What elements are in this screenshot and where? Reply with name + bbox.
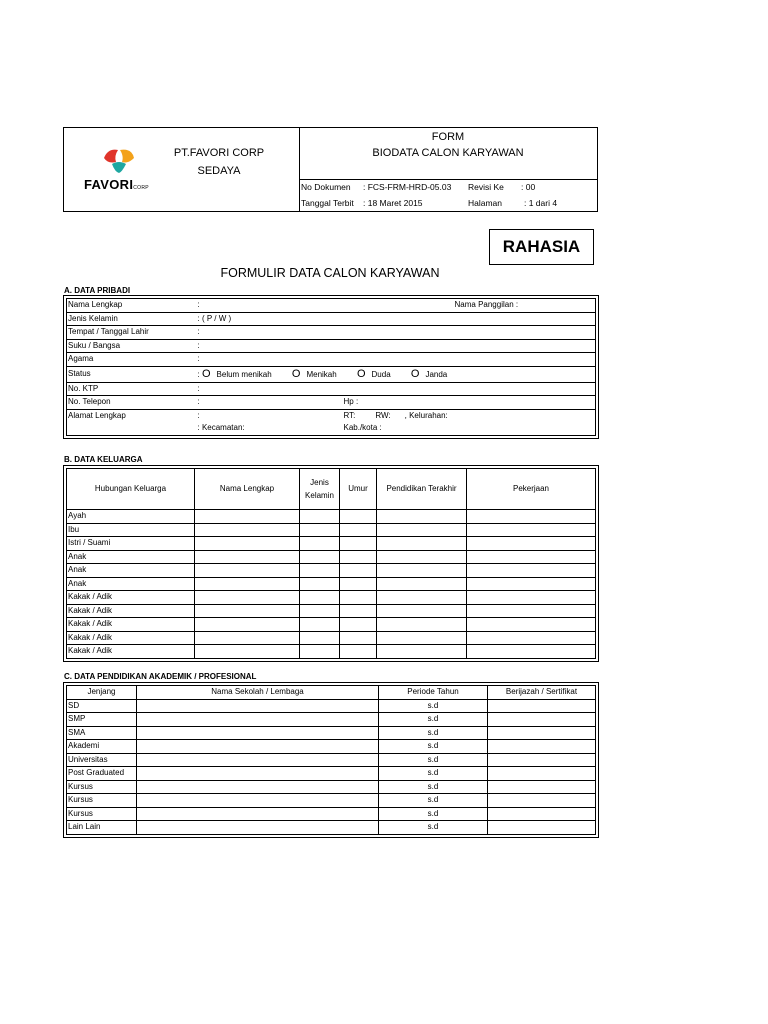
row-telepon bbox=[67, 396, 596, 410]
pendidikan-periode-cell[interactable]: s.d bbox=[379, 740, 488, 754]
field-suku[interactable]: : bbox=[197, 339, 596, 353]
pendidikan-periode-cell[interactable]: s.d bbox=[379, 780, 488, 794]
pendidikan-ijazah-cell[interactable] bbox=[488, 794, 596, 808]
keluarga-pekerjaan-cell[interactable] bbox=[467, 510, 596, 524]
label-alamat: Alamat Lengkap bbox=[67, 409, 197, 422]
status-menikah-label: Menikah bbox=[306, 369, 337, 379]
pendidikan-sekolah-cell[interactable] bbox=[137, 740, 379, 754]
keluarga-nama-cell[interactable] bbox=[195, 631, 300, 645]
field-nama-panggilan[interactable]: Nama Panggilan : bbox=[478, 299, 596, 313]
keluarga-hubungan-cell: Kakak / Adik bbox=[67, 645, 195, 659]
keluarga-header-row bbox=[67, 469, 596, 510]
company-block bbox=[64, 128, 300, 211]
keluarga-pekerjaan-cell[interactable] bbox=[467, 523, 596, 537]
keluarga-row bbox=[67, 645, 596, 659]
company-branch: SEDAYA bbox=[197, 165, 241, 177]
keluarga-umur-cell[interactable] bbox=[340, 631, 377, 645]
field-nama-lengkap[interactable]: : bbox=[197, 299, 343, 313]
logo-wordmark: FAVORICORP bbox=[84, 177, 149, 192]
pendidikan-ijazah-cell[interactable] bbox=[488, 807, 596, 821]
keluarga-hubungan-cell: Istri / Suami bbox=[67, 537, 195, 551]
data-pendidikan-table bbox=[63, 682, 599, 838]
row-kecamatan bbox=[67, 422, 596, 435]
data-pribadi-table bbox=[63, 295, 599, 439]
keluarga-hubungan-cell: Ibu bbox=[67, 523, 195, 537]
col-hubungan: Hubungan Keluarga bbox=[67, 469, 195, 510]
form-title: BIODATA CALON KARYAWAN bbox=[372, 147, 524, 159]
status-janda-radio[interactable]: O bbox=[410, 367, 420, 380]
pendidikan-ijazah-cell[interactable] bbox=[488, 821, 596, 835]
keluarga-umur-cell[interactable] bbox=[340, 523, 377, 537]
pendidikan-row bbox=[67, 740, 596, 754]
document-title: FORMULIR DATA CALON KARYAWAN bbox=[220, 266, 440, 280]
keluarga-hubungan-cell: Kakak / Adik bbox=[67, 604, 195, 618]
pendidikan-ijazah-cell[interactable] bbox=[488, 713, 596, 727]
col-pekerjaan: Pekerjaan bbox=[467, 469, 596, 510]
keluarga-hubungan-cell: Anak bbox=[67, 550, 195, 564]
keluarga-umur-cell[interactable] bbox=[340, 591, 377, 605]
pendidikan-periode-cell[interactable]: s.d bbox=[379, 726, 488, 740]
label-ktp: No. KTP bbox=[67, 382, 197, 396]
pendidikan-ijazah-cell[interactable] bbox=[488, 726, 596, 740]
label-jenis-kelamin: Jenis Kelamin bbox=[67, 312, 197, 326]
pendidikan-jenjang-cell: Akademi bbox=[67, 740, 137, 754]
keluarga-pendidikan-cell[interactable] bbox=[377, 645, 467, 659]
keluarga-pendidikan-cell[interactable] bbox=[377, 577, 467, 591]
halaman-label: Halaman bbox=[468, 198, 503, 208]
pendidikan-row bbox=[67, 821, 596, 835]
keluarga-nama-cell[interactable] bbox=[195, 550, 300, 564]
keluarga-pekerjaan-cell[interactable] bbox=[467, 604, 596, 618]
keluarga-pekerjaan-cell[interactable] bbox=[467, 564, 596, 578]
field-kecamatan[interactable]: : Kecamatan: bbox=[197, 422, 343, 435]
keluarga-hubungan-cell: Ayah bbox=[67, 510, 195, 524]
tanggal-value: : 18 Maret 2015 bbox=[363, 198, 423, 208]
section-a-title: A. DATA PRIBADI bbox=[64, 286, 131, 295]
section-b-title: B. DATA KELUARGA bbox=[64, 455, 143, 464]
keluarga-pendidikan-cell[interactable] bbox=[377, 631, 467, 645]
pendidikan-periode-cell[interactable]: s.d bbox=[379, 753, 488, 767]
keluarga-jenis-kelamin-cell[interactable] bbox=[300, 645, 340, 659]
keluarga-row bbox=[67, 618, 596, 632]
pendidikan-jenjang-cell: SD bbox=[67, 699, 137, 713]
status-duda-radio[interactable]: O bbox=[356, 367, 366, 380]
field-alamat[interactable]: : bbox=[197, 409, 343, 422]
pendidikan-periode-cell[interactable]: s.d bbox=[379, 794, 488, 808]
pendidikan-header-row bbox=[67, 686, 596, 700]
row-alamat bbox=[67, 409, 596, 422]
keluarga-pekerjaan-cell[interactable] bbox=[467, 645, 596, 659]
col-nama-lengkap: Nama Lengkap bbox=[195, 469, 300, 510]
pendidikan-sekolah-cell[interactable] bbox=[137, 753, 379, 767]
row-nama-lengkap bbox=[67, 299, 596, 313]
keluarga-umur-cell[interactable] bbox=[340, 550, 377, 564]
halaman-value: : 1 dari 4 bbox=[524, 198, 558, 208]
field-status: : O Belum menikah O Menikah O Duda O Janda bbox=[197, 366, 596, 382]
pendidikan-sekolah-cell[interactable] bbox=[137, 726, 379, 740]
no-dokumen-label: No Dokumen bbox=[301, 182, 351, 192]
pendidikan-sekolah-cell[interactable] bbox=[137, 794, 379, 808]
no-dokumen-value: : FCS-FRM-HRD-05.03 bbox=[363, 182, 452, 192]
keluarga-pendidikan-cell[interactable] bbox=[377, 537, 467, 551]
keluarga-pekerjaan-cell[interactable] bbox=[467, 550, 596, 564]
keluarga-row bbox=[67, 577, 596, 591]
pendidikan-jenjang-cell: Kursus bbox=[67, 807, 137, 821]
keluarga-pekerjaan-cell[interactable] bbox=[467, 591, 596, 605]
pendidikan-sekolah-cell[interactable] bbox=[137, 821, 379, 835]
pendidikan-ijazah-cell[interactable] bbox=[488, 780, 596, 794]
keluarga-jenis-kelamin-cell[interactable] bbox=[300, 550, 340, 564]
pendidikan-jenjang-cell: Kursus bbox=[67, 780, 137, 794]
col-jenis-kelamin: Jenis Kelamin bbox=[300, 469, 340, 510]
keluarga-nama-cell[interactable] bbox=[195, 645, 300, 659]
col-jenjang: Jenjang bbox=[67, 686, 137, 700]
pendidikan-ijazah-cell[interactable] bbox=[488, 699, 596, 713]
row-agama bbox=[67, 353, 596, 367]
keluarga-pekerjaan-cell[interactable] bbox=[467, 618, 596, 632]
col-umur: Umur bbox=[340, 469, 377, 510]
pendidikan-row bbox=[67, 780, 596, 794]
col-periode: Periode Tahun bbox=[379, 686, 488, 700]
revisi-value: : 00 bbox=[521, 182, 536, 192]
keluarga-row bbox=[67, 537, 596, 551]
keluarga-pendidikan-cell[interactable] bbox=[377, 604, 467, 618]
keluarga-jenis-kelamin-cell[interactable] bbox=[300, 510, 340, 524]
pendidikan-periode-cell[interactable]: s.d bbox=[379, 821, 488, 835]
favori-logo-icon bbox=[102, 146, 136, 174]
label-telepon: No. Telepon bbox=[67, 396, 197, 410]
pendidikan-sekolah-cell[interactable] bbox=[137, 713, 379, 727]
keluarga-umur-cell[interactable] bbox=[340, 604, 377, 618]
keluarga-jenis-kelamin-cell[interactable] bbox=[300, 631, 340, 645]
form-label: FORM bbox=[431, 131, 465, 143]
label-nama-lengkap: Nama Lengkap bbox=[67, 299, 197, 313]
keluarga-nama-cell[interactable] bbox=[195, 618, 300, 632]
keluarga-jenis-kelamin-cell[interactable] bbox=[300, 564, 340, 578]
pendidikan-sekolah-cell[interactable] bbox=[137, 780, 379, 794]
pendidikan-row bbox=[67, 767, 596, 781]
section-c-title: C. DATA PENDIDIKAN AKADEMIK / PROFESIONAL bbox=[64, 672, 257, 681]
revisi-label: Revisi Ke bbox=[468, 182, 504, 192]
keluarga-jenis-kelamin-cell[interactable] bbox=[300, 537, 340, 551]
keluarga-row bbox=[67, 631, 596, 645]
keluarga-umur-cell[interactable] bbox=[340, 510, 377, 524]
pendidikan-row bbox=[67, 699, 596, 713]
keluarga-row bbox=[67, 604, 596, 618]
keluarga-nama-cell[interactable] bbox=[195, 604, 300, 618]
keluarga-row bbox=[67, 550, 596, 564]
keluarga-nama-cell[interactable] bbox=[195, 523, 300, 537]
spacer bbox=[67, 422, 197, 435]
keluarga-pekerjaan-cell[interactable] bbox=[467, 537, 596, 551]
pendidikan-ijazah-cell[interactable] bbox=[488, 753, 596, 767]
keluarga-pendidikan-cell[interactable] bbox=[377, 564, 467, 578]
field-rt-rw-kelurahan[interactable]: RT: RW: , Kelurahan: bbox=[343, 409, 596, 422]
pendidikan-periode-cell[interactable]: s.d bbox=[379, 699, 488, 713]
keluarga-jenis-kelamin-cell[interactable] bbox=[300, 591, 340, 605]
pendidikan-jenjang-cell: Lain Lain bbox=[67, 821, 137, 835]
pendidikan-jenjang-cell: Kursus bbox=[67, 794, 137, 808]
col-pendidikan: Pendidikan Terakhir bbox=[377, 469, 467, 510]
pendidikan-jenjang-cell: SMP bbox=[67, 713, 137, 727]
label-tempat-tanggal: Tempat / Tanggal Lahir bbox=[67, 326, 197, 340]
keluarga-row bbox=[67, 523, 596, 537]
keluarga-hubungan-cell: Anak bbox=[67, 577, 195, 591]
data-keluarga-table bbox=[63, 465, 599, 662]
status-menikah-radio[interactable]: O bbox=[291, 367, 301, 380]
keluarga-pekerjaan-cell[interactable] bbox=[467, 577, 596, 591]
pendidikan-row bbox=[67, 713, 596, 727]
keluarga-pendidikan-cell[interactable] bbox=[377, 550, 467, 564]
keluarga-hubungan-cell: Kakak / Adik bbox=[67, 591, 195, 605]
field-ktp[interactable]: : bbox=[197, 382, 596, 396]
label-suku: Suku / Bangsa bbox=[67, 339, 197, 353]
pendidikan-periode-cell[interactable]: s.d bbox=[379, 713, 488, 727]
row-ktp bbox=[67, 382, 596, 396]
keluarga-nama-cell[interactable] bbox=[195, 564, 300, 578]
confidential-badge: RAHASIA bbox=[489, 229, 594, 265]
keluarga-pendidikan-cell[interactable] bbox=[377, 591, 467, 605]
field-jenis-kelamin[interactable]: : ( P / W ) bbox=[197, 312, 596, 326]
col-ijazah: Berijazah / Sertifikat bbox=[488, 686, 596, 700]
pendidikan-row bbox=[67, 807, 596, 821]
pendidikan-periode-cell[interactable]: s.d bbox=[379, 807, 488, 821]
pendidikan-jenjang-cell: SMA bbox=[67, 726, 137, 740]
keluarga-umur-cell[interactable] bbox=[340, 645, 377, 659]
field-tempat-tanggal[interactable]: : bbox=[197, 326, 596, 340]
pendidikan-ijazah-cell[interactable] bbox=[488, 740, 596, 754]
row-suku bbox=[67, 339, 596, 353]
pendidikan-jenjang-cell: Post Graduated bbox=[67, 767, 137, 781]
status-janda-label: Janda bbox=[425, 369, 448, 379]
keluarga-row bbox=[67, 510, 596, 524]
pendidikan-jenjang-cell: Universitas bbox=[67, 753, 137, 767]
row-status bbox=[67, 366, 596, 382]
field-hp[interactable]: Hp : bbox=[343, 396, 596, 410]
company-name: PT.FAVORI CORP bbox=[173, 147, 265, 159]
keluarga-nama-cell[interactable] bbox=[195, 577, 300, 591]
keluarga-umur-cell[interactable] bbox=[340, 577, 377, 591]
pendidikan-sekolah-cell[interactable] bbox=[137, 699, 379, 713]
keluarga-umur-cell[interactable] bbox=[340, 564, 377, 578]
pendidikan-row bbox=[67, 753, 596, 767]
keluarga-jenis-kelamin-cell[interactable] bbox=[300, 604, 340, 618]
label-agama: Agama bbox=[67, 353, 197, 367]
keluarga-hubungan-cell: Kakak / Adik bbox=[67, 631, 195, 645]
pendidikan-sekolah-cell[interactable] bbox=[137, 807, 379, 821]
keluarga-jenis-kelamin-cell[interactable] bbox=[300, 577, 340, 591]
pendidikan-row bbox=[67, 794, 596, 808]
keluarga-nama-cell[interactable] bbox=[195, 537, 300, 551]
keluarga-jenis-kelamin-cell[interactable] bbox=[300, 618, 340, 632]
tanggal-label: Tanggal Terbit bbox=[301, 198, 354, 208]
pendidikan-ijazah-cell[interactable] bbox=[488, 767, 596, 781]
keluarga-row bbox=[67, 591, 596, 605]
field-telepon[interactable]: : bbox=[197, 396, 343, 410]
row-jenis-kelamin bbox=[67, 312, 596, 326]
keluarga-hubungan-cell: Anak bbox=[67, 564, 195, 578]
keluarga-nama-cell[interactable] bbox=[195, 510, 300, 524]
keluarga-pekerjaan-cell[interactable] bbox=[467, 631, 596, 645]
col-nama-sekolah: Nama Sekolah / Lembaga bbox=[137, 686, 379, 700]
company-name-block bbox=[159, 144, 279, 180]
row-tempat-tanggal bbox=[67, 326, 596, 340]
keluarga-pendidikan-cell[interactable] bbox=[377, 523, 467, 537]
pendidikan-row bbox=[67, 726, 596, 740]
document-header bbox=[63, 127, 598, 212]
field-kabkota[interactable]: Kab./kota : bbox=[343, 422, 596, 435]
keluarga-nama-cell[interactable] bbox=[195, 591, 300, 605]
status-duda-label: Duda bbox=[371, 369, 391, 379]
keluarga-hubungan-cell: Kakak / Adik bbox=[67, 618, 195, 632]
status-belum-menikah-radio[interactable]: O bbox=[201, 367, 211, 380]
form-info-block bbox=[299, 128, 597, 211]
status-belum-menikah-label: Belum menikah bbox=[216, 369, 272, 379]
label-status: Status bbox=[67, 366, 197, 382]
form-title-block bbox=[299, 128, 597, 180]
field-agama[interactable]: : bbox=[197, 353, 596, 367]
keluarga-jenis-kelamin-cell[interactable] bbox=[300, 523, 340, 537]
keluarga-umur-cell[interactable] bbox=[340, 618, 377, 632]
pendidikan-periode-cell[interactable]: s.d bbox=[379, 767, 488, 781]
pendidikan-sekolah-cell[interactable] bbox=[137, 767, 379, 781]
keluarga-row bbox=[67, 564, 596, 578]
keluarga-umur-cell[interactable] bbox=[340, 537, 377, 551]
keluarga-pendidikan-cell[interactable] bbox=[377, 618, 467, 632]
keluarga-pendidikan-cell[interactable] bbox=[377, 510, 467, 524]
